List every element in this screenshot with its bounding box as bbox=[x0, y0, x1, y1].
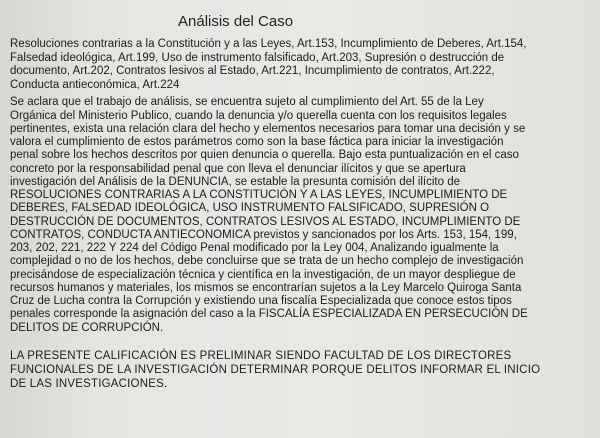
document-title: Análisis del Caso bbox=[178, 13, 294, 30]
closing-notice: LA PRESENTE CALIFICACIÓN ES PRELIMINAR SIENDO FACULTAD DE LOS DIRECTORES FUNCIONALES DE LA INVESTIGACIÓN DETERMINAR PORQUE DELITOS INFORMAR EL INICIO DE LAS INVESTIGACIONES. bbox=[10, 349, 541, 390]
charges-summary: Resoluciones contrarias a la Constitución y a las Leyes, Art.153, Incumplimiento de Deberes, Art.154, Falsedad ideológica, Art.199, Uso de instrumento falsificado, Art.203, Supresión o destrucción de documento, Art.202, Contratos lesivos al Estado, Art.221, Incumplimiento de contratos, Art.222, Conducta antieconómica, Art.224 bbox=[10, 38, 527, 91]
analysis-paragraph: Se aclara que el trabajo de análisis, se encuentra sujeto al cumplimiento del Art. 55 de la Ley Orgánica del Ministerio Publico, cuando la denuncia y/o querella cuenta con los requisitos legales pertinentes, exista una relación clara del hecho y elementos necesarios para tomar una decisión y se valora el cumplimiento de estos parámetros como son la base fáctica para iniciar la investigación penal sobre los hechos descritos por quien denuncia o querella. Bajo esta puntualización en el caso concreto por la responsabilidad penal que con lleva el denunciar ilícitos y que se apertura investigación del Análisis de la DENUNCIA, se estable la presunta comisión del ilícito de RESOLUCIONES CONTRARIAS A LA CONSTITUCIÓN Y A LAS LEYES, INCUMPLIMIENTO DE DEBERES, FALSEDAD IDEOLÓGICA, USO INSTRUMENTO FALSIFICADO, SUPRESIÓN O DESTRUCCIÓN DE DOCUMENTOS, CONTRATOS LESIVOS AL ESTADO, INCUMPLIMIENTO DE CONTRATOS, CONDUCTA ANTIECONOMICA previstos y sancionados por los Arts. 153, 154, 199, 203, 202, 221, 222 Y 224 del Código Penal modificado por la Ley 004, Analizando igualmente la complejidad o no de los hechos, debe concluirse que se trata de un hecho complejo de investigación precisándose de especialización técnica y científica en la investigación, de un mayor despliegue de recursos humanos y materiales, los mismos se encontrarían sujetos a la Ley Marcelo Quiroga Santa Cruz de Lucha contra la Corrupción y existiendo una fiscalía Especializada que conoce estos tipos penales corresponde la asignación del caso a la FISCALÍA ESPECIALIZADA EN PERSECUCIÓN DE DELITOS DE CORRUPCIÓN. bbox=[10, 96, 528, 334]
